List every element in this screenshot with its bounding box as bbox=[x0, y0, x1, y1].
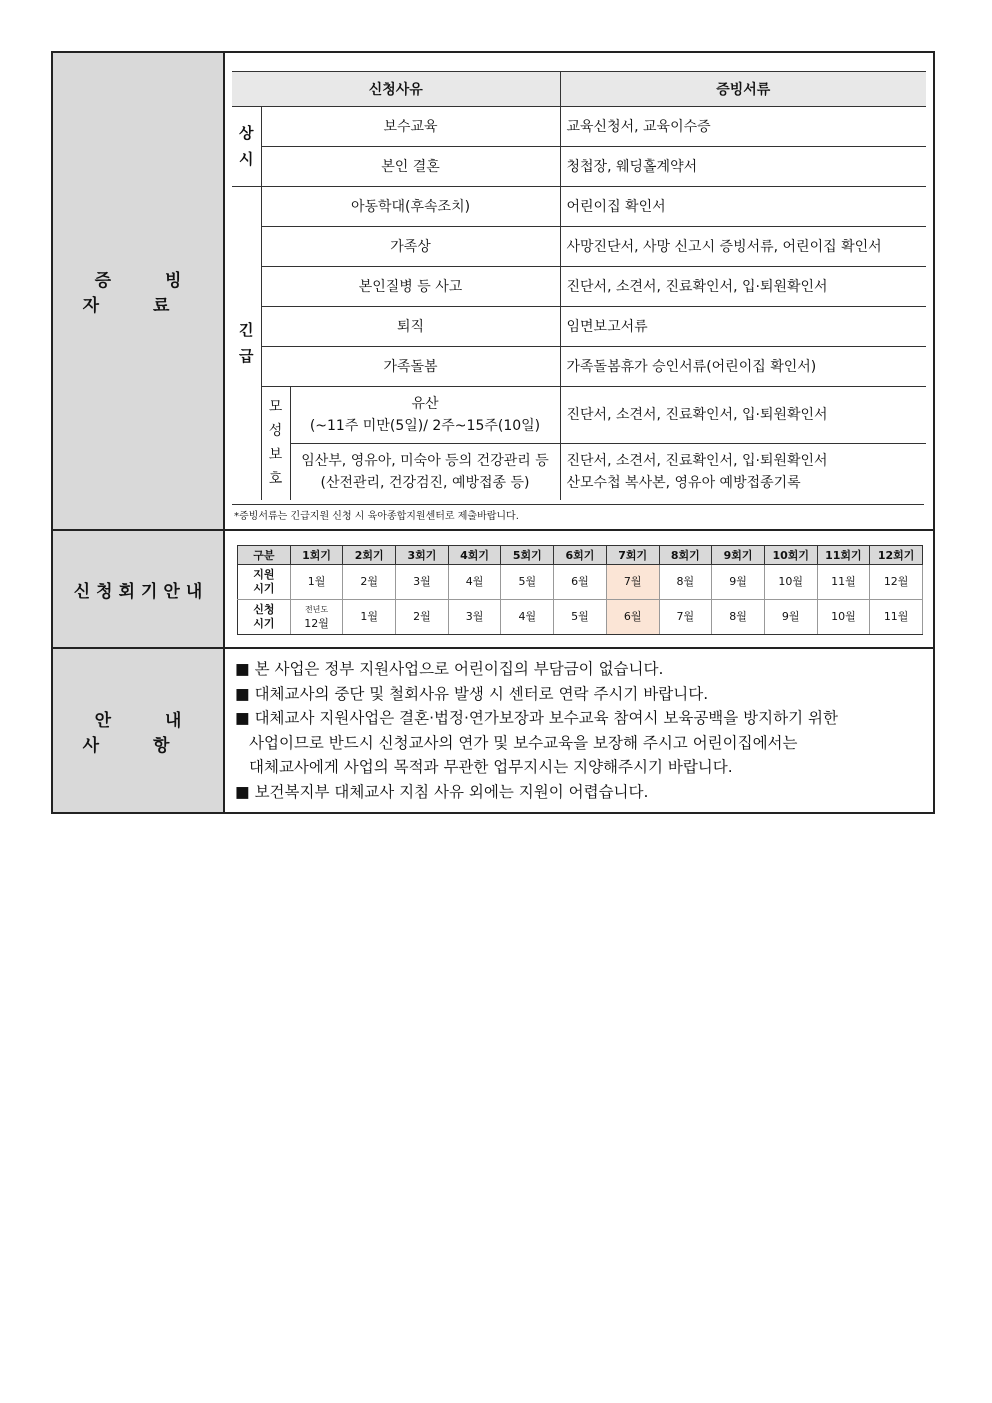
schedule-period-header: 1회기 bbox=[290, 546, 343, 565]
docs-cell: 진단서, 소견서, 진료확인서, 입·퇴원확인서 bbox=[560, 266, 926, 306]
apply-month-cell: 6월 bbox=[606, 600, 659, 635]
docs-cell: 청첩장, 웨딩홀계약서 bbox=[560, 146, 926, 186]
docs-cell: 가족돌봄휴가 승인서류(어린이집 확인서) bbox=[560, 346, 926, 386]
support-month-cell: 4월 bbox=[448, 565, 501, 600]
schedule-apply-row bbox=[238, 600, 923, 635]
header-docs: 증빙서류 bbox=[560, 71, 926, 106]
apply-month-cell: 11월 bbox=[870, 600, 923, 635]
support-month-cell: 1월 bbox=[290, 565, 343, 600]
apply-month-cell: 9월 bbox=[764, 600, 817, 635]
support-month-cell: 8월 bbox=[659, 565, 712, 600]
notice-content bbox=[224, 648, 934, 813]
apply-month-cell: 10월 bbox=[817, 600, 870, 635]
schedule-period-header: 6회기 bbox=[554, 546, 607, 565]
apply-month-cell: 3월 bbox=[448, 600, 501, 635]
schedule-table bbox=[237, 545, 923, 635]
schedule-header-row bbox=[238, 546, 923, 565]
notice-item: 사업이므로 반드시 신청교사의 연가 및 보수교육을 보장해 주시고 어린이집에서는 bbox=[249, 733, 798, 752]
reason-cell: 보수교육 bbox=[261, 106, 560, 146]
reason-cell: 퇴직 bbox=[261, 306, 560, 346]
schedule-period-header: 3회기 bbox=[396, 546, 449, 565]
apply-month-cell: 7월 bbox=[659, 600, 712, 635]
apply-month-cell: 8월 bbox=[712, 600, 765, 635]
support-month-cell: 10월 bbox=[764, 565, 817, 600]
evidence-label: 증 빙 자 료 bbox=[52, 52, 224, 530]
apply-row-label: 신청 시기 bbox=[238, 600, 291, 635]
header-reason: 신청사유 bbox=[232, 71, 560, 106]
urgent-group-label: 긴 급 bbox=[239, 321, 254, 365]
maternity-group-label: 모 성 보 호 bbox=[261, 386, 290, 500]
evidence-content bbox=[224, 52, 934, 530]
schedule-period-header: 8회기 bbox=[659, 546, 712, 565]
evidence-note: *증빙서류는 긴급지원 신청 시 육아종합지원센터로 제출바랍니다. bbox=[232, 504, 924, 528]
schedule-period-header: 2회기 bbox=[343, 546, 396, 565]
support-month-cell: 6월 bbox=[554, 565, 607, 600]
schedule-period-header: 10회기 bbox=[764, 546, 817, 565]
schedule-content bbox=[224, 530, 934, 648]
notice-item: 대체교사에게 사업의 목적과 무관한 업무지시는 지양해주시기 바랍니다. bbox=[249, 758, 733, 776]
notice-item: ■ 본 사업은 정부 지원사업으로 어린이집의 부담금이 없습니다. bbox=[235, 660, 664, 678]
support-month-cell: 9월 bbox=[712, 565, 765, 600]
reason-cell: 임산부, 영유아, 미숙아 등의 건강관리 등 (산전관리, 건강검진, 예방접종 등) bbox=[290, 443, 560, 500]
schedule-period-header: 5회기 bbox=[501, 546, 554, 565]
schedule-period-header: 12회기 bbox=[870, 546, 923, 565]
schedule-col-label: 구분 bbox=[238, 546, 291, 565]
apply-month-cell: 2월 bbox=[396, 600, 449, 635]
notice-item: ■ 대체교사의 중단 및 철회사유 발생 시 센터로 연락 주시기 바랍니다. bbox=[235, 684, 709, 703]
support-month-cell: 3월 bbox=[396, 565, 449, 600]
apply-month-cell: 5월 bbox=[554, 600, 607, 635]
schedule-support-row bbox=[238, 565, 923, 600]
apply-month-cell: 4월 bbox=[501, 600, 554, 635]
reason-cell: 가족상 bbox=[261, 226, 560, 266]
support-month-cell: 7월 bbox=[606, 565, 659, 600]
support-month-cell: 12월 bbox=[870, 565, 923, 600]
support-month-cell: 2월 bbox=[343, 565, 396, 600]
notice-item: ■ 대체교사 지원사업은 결혼·법정·연가보장과 보수교육 참여시 보육공백을 방지하기 위한 bbox=[235, 709, 838, 727]
notice-label: 안 내 사 항 bbox=[52, 648, 224, 813]
docs-cell: 임면보고서류 bbox=[560, 306, 926, 346]
reason-cell: 아동학대(후속조치) bbox=[261, 186, 560, 226]
notice-item: ■ 보건복지부 대체교사 지침 사유 외에는 지원이 어렵습니다. bbox=[235, 782, 649, 801]
apply-month-cell: 전년도 12월 bbox=[290, 600, 343, 635]
docs-cell: 진단서, 소견서, 진료확인서, 입·퇴원확인서 bbox=[560, 386, 926, 443]
reason-cell: 가족돌봄 bbox=[261, 346, 560, 386]
apply-month-cell: 1월 bbox=[343, 600, 396, 635]
schedule-period-header: 11회기 bbox=[817, 546, 870, 565]
support-month-cell: 5월 bbox=[501, 565, 554, 600]
docs-cell: 사망진단서, 사망 신고시 증빙서류, 어린이집 확인서 bbox=[560, 226, 926, 266]
application-form bbox=[51, 51, 935, 814]
docs-cell: 진단서, 소견서, 진료확인서, 입·퇴원확인서 산모수첩 복사본, 영유아 예방접종기록 bbox=[560, 443, 926, 500]
reason-cell: 본인 결혼 bbox=[261, 146, 560, 186]
regular-group-label: 상 시 bbox=[232, 106, 261, 186]
schedule-period-header: 7회기 bbox=[606, 546, 659, 565]
reason-cell: 본인질병 등 사고 bbox=[261, 266, 560, 306]
schedule-period-header: 4회기 bbox=[448, 546, 501, 565]
docs-cell: 교육신청서, 교육이수증 bbox=[560, 106, 926, 146]
support-month-cell: 11월 bbox=[817, 565, 870, 600]
support-row-label: 지원 시기 bbox=[238, 565, 291, 600]
docs-cell: 어린이집 확인서 bbox=[560, 186, 926, 226]
schedule-label: 신청회기안내 bbox=[52, 530, 224, 648]
schedule-period-header: 9회기 bbox=[712, 546, 765, 565]
reason-cell: 유산 (~11주 미만(5일)/ 2주~15주(10일) bbox=[290, 386, 560, 443]
evidence-table bbox=[232, 71, 926, 500]
